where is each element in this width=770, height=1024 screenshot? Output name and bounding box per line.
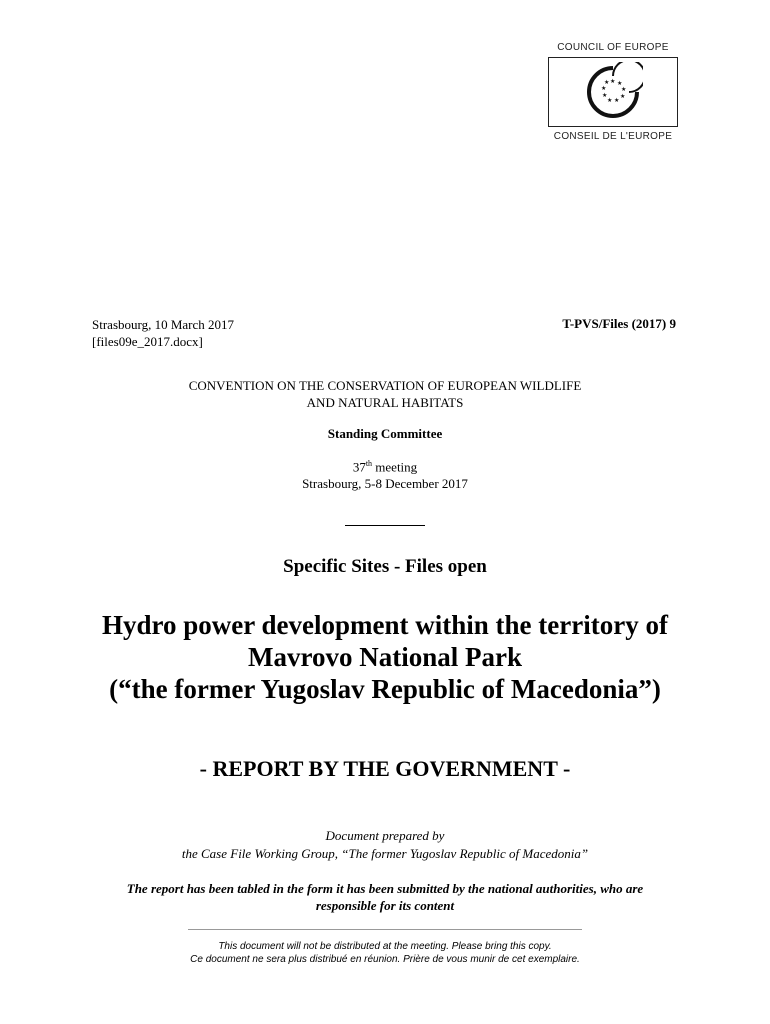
place-date: Strasbourg, 10 March 2017 (92, 317, 235, 332)
svg-text:★: ★ (602, 93, 608, 99)
convention-line-2: AND NATURAL HABITATS (306, 395, 464, 410)
distribution-notice (0, 940, 770, 966)
long-divider (188, 929, 582, 930)
main-title-line-2: Mavrovo National Park (248, 642, 522, 672)
logo-top-text: COUNCIL OF EUROPE (557, 42, 669, 53)
document-meta (92, 316, 234, 350)
main-title-line-1: Hydro power development within the territory of (102, 610, 668, 640)
svg-text:★: ★ (607, 98, 613, 104)
convention-line-1: CONVENTION ON THE CONSERVATION OF EUROPEAN WILDLIFE (188, 378, 582, 393)
meeting-info (0, 455, 770, 492)
svg-text:★: ★ (620, 94, 626, 100)
filename: [files09e_2017.docx] (92, 334, 203, 349)
main-title-line-3: (“the former Yugoslav Republic of Macedonia”) (109, 674, 661, 704)
svg-text:★: ★ (617, 81, 623, 87)
tabled-note-line-2: responsible for its content (315, 898, 455, 913)
svg-text:★: ★ (614, 98, 620, 104)
main-title (0, 609, 770, 705)
prepared-by-line-1: Document prepared by (325, 828, 445, 843)
section-title: Specific Sites - Files open (283, 556, 487, 577)
svg-text:★: ★ (621, 87, 627, 93)
tabled-note (0, 880, 770, 914)
committee-name: Standing Committee (327, 426, 443, 441)
logo-emblem-box (548, 57, 678, 127)
meeting-label: meeting (372, 459, 418, 475)
meeting-number: 37 (352, 459, 366, 475)
document-reference: T-PVS/Files (2017) 9 (562, 316, 676, 331)
logo-bottom-text: CONSEIL DE L'EUROPE (553, 131, 673, 142)
prepared-by-line-2: the Case File Working Group, “The former Yugoslav Republic of Macedonia” (181, 846, 589, 861)
council-of-europe-logo (546, 42, 680, 142)
tabled-note-line-1: The report has been tabled in the form it has been submitted by the national authorities, who are (126, 881, 644, 896)
council-emblem-icon (583, 62, 643, 122)
meeting-ordinal-suffix: th (365, 459, 373, 468)
prepared-by (0, 827, 770, 863)
convention-title (0, 377, 770, 411)
report-heading: - REPORT BY THE GOVERNMENT - (199, 756, 571, 781)
notice-french: Ce document ne sera plus distribué en réunion. Prière de vous munir de cet exemplaire. (190, 954, 580, 965)
notice-english: This document will not be distributed at the meeting. Please bring this copy. (218, 941, 552, 952)
short-divider (0, 513, 770, 531)
meeting-place-dates: Strasbourg, 5-8 December 2017 (302, 476, 468, 492)
svg-text:★: ★ (610, 79, 616, 85)
svg-text:★: ★ (604, 80, 610, 86)
svg-text:★: ★ (601, 86, 607, 92)
